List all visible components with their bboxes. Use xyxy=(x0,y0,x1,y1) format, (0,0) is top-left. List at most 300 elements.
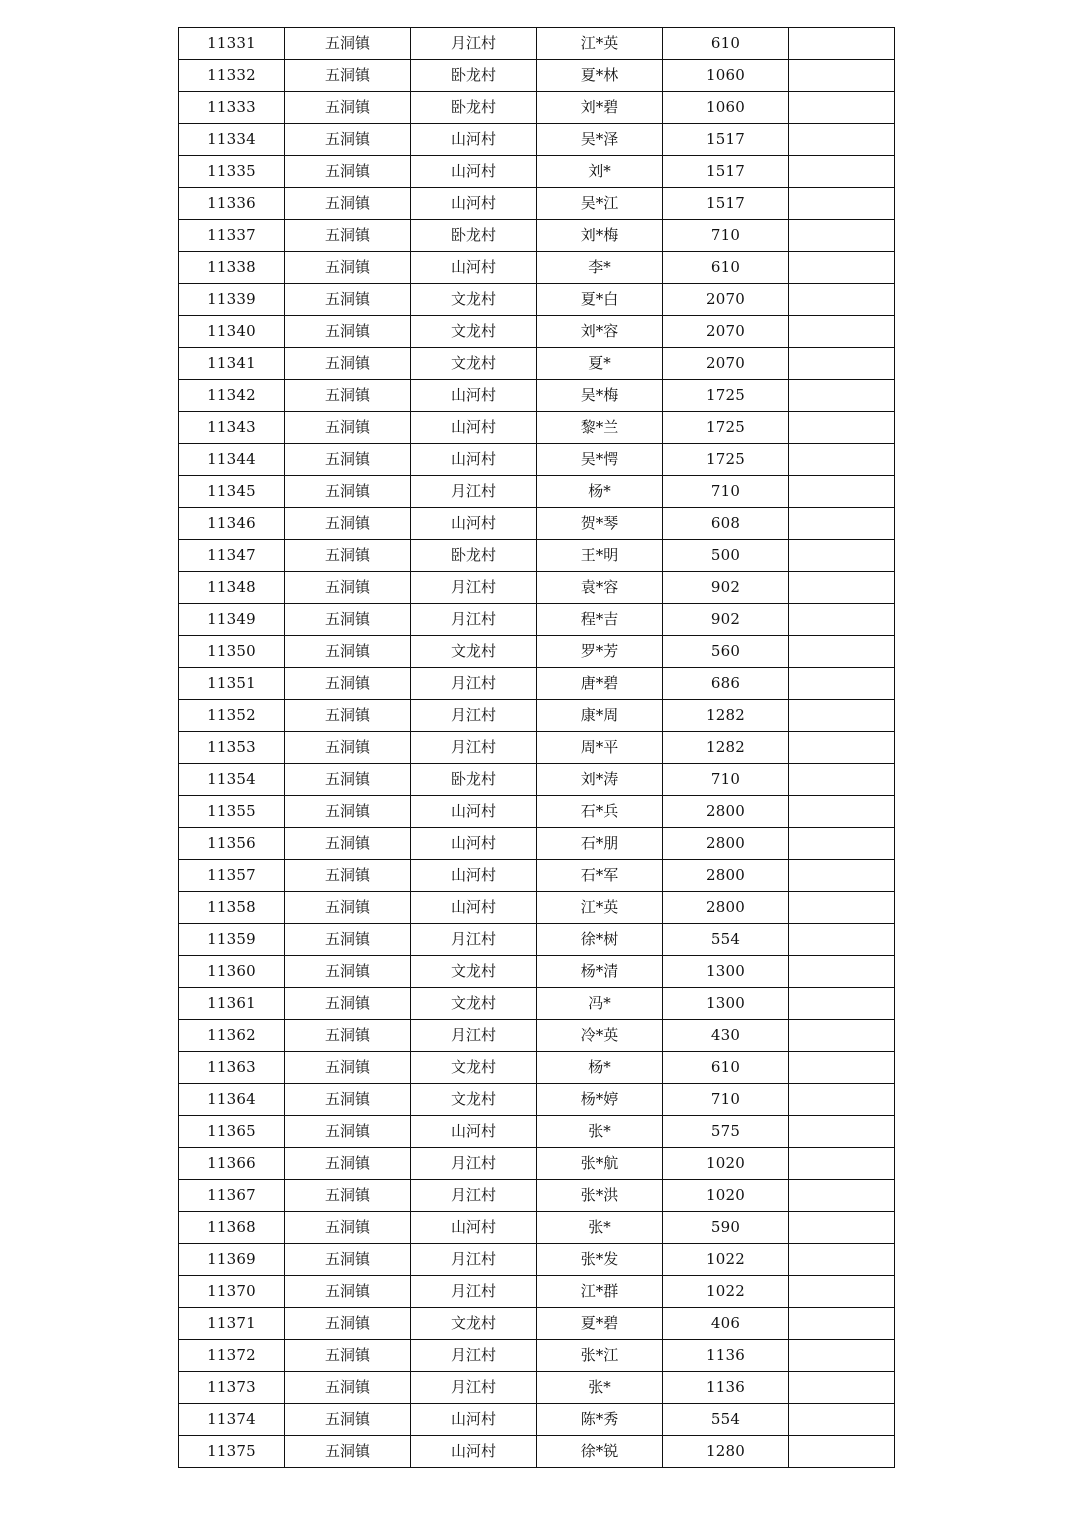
row-id-cell: 11365 xyxy=(179,1116,285,1148)
name-cell: 王*明 xyxy=(537,540,663,572)
row-id-cell: 11334 xyxy=(179,124,285,156)
table-row xyxy=(179,1436,895,1468)
name-cell: 刘*梅 xyxy=(537,220,663,252)
name-cell: 刘* xyxy=(537,156,663,188)
note-cell xyxy=(789,1308,895,1340)
table-row xyxy=(179,988,895,1020)
amount-cell: 902 xyxy=(663,604,789,636)
town-cell: 五洞镇 xyxy=(285,1116,411,1148)
amount-cell: 1300 xyxy=(663,956,789,988)
note-cell xyxy=(789,1212,895,1244)
table-row xyxy=(179,892,895,924)
note-cell xyxy=(789,380,895,412)
row-id-cell: 11366 xyxy=(179,1148,285,1180)
town-cell: 五洞镇 xyxy=(285,316,411,348)
name-cell: 吴*泽 xyxy=(537,124,663,156)
town-cell: 五洞镇 xyxy=(285,668,411,700)
village-cell: 山河村 xyxy=(411,1404,537,1436)
name-cell: 杨*清 xyxy=(537,956,663,988)
town-cell: 五洞镇 xyxy=(285,1084,411,1116)
name-cell: 周*平 xyxy=(537,732,663,764)
town-cell: 五洞镇 xyxy=(285,508,411,540)
name-cell: 张*航 xyxy=(537,1148,663,1180)
row-id-cell: 11367 xyxy=(179,1180,285,1212)
row-id-cell: 11375 xyxy=(179,1436,285,1468)
village-cell: 月江村 xyxy=(411,1276,537,1308)
table-row xyxy=(179,92,895,124)
amount-cell: 1282 xyxy=(663,700,789,732)
amount-cell: 500 xyxy=(663,540,789,572)
table-row xyxy=(179,956,895,988)
town-cell: 五洞镇 xyxy=(285,284,411,316)
table-row xyxy=(179,1244,895,1276)
table-row xyxy=(179,220,895,252)
town-cell: 五洞镇 xyxy=(285,1372,411,1404)
amount-cell: 2800 xyxy=(663,860,789,892)
village-cell: 卧龙村 xyxy=(411,764,537,796)
table-row xyxy=(179,60,895,92)
name-cell: 吴*江 xyxy=(537,188,663,220)
row-id-cell: 11352 xyxy=(179,700,285,732)
town-cell: 五洞镇 xyxy=(285,1436,411,1468)
amount-cell: 1517 xyxy=(663,156,789,188)
note-cell xyxy=(789,956,895,988)
village-cell: 山河村 xyxy=(411,444,537,476)
table-row xyxy=(179,1372,895,1404)
amount-cell: 902 xyxy=(663,572,789,604)
village-cell: 月江村 xyxy=(411,924,537,956)
village-cell: 卧龙村 xyxy=(411,540,537,572)
name-cell: 张*发 xyxy=(537,1244,663,1276)
name-cell: 刘*涛 xyxy=(537,764,663,796)
table-row xyxy=(179,188,895,220)
village-cell: 山河村 xyxy=(411,412,537,444)
table-row xyxy=(179,796,895,828)
note-cell xyxy=(789,28,895,60)
town-cell: 五洞镇 xyxy=(285,252,411,284)
village-cell: 月江村 xyxy=(411,28,537,60)
town-cell: 五洞镇 xyxy=(285,572,411,604)
row-id-cell: 11371 xyxy=(179,1308,285,1340)
note-cell xyxy=(789,732,895,764)
village-cell: 卧龙村 xyxy=(411,60,537,92)
amount-cell: 686 xyxy=(663,668,789,700)
note-cell xyxy=(789,828,895,860)
town-cell: 五洞镇 xyxy=(285,444,411,476)
row-id-cell: 11340 xyxy=(179,316,285,348)
table-row xyxy=(179,764,895,796)
row-id-cell: 11354 xyxy=(179,764,285,796)
note-cell xyxy=(789,1436,895,1468)
village-cell: 文龙村 xyxy=(411,636,537,668)
town-cell: 五洞镇 xyxy=(285,1404,411,1436)
village-cell: 山河村 xyxy=(411,1212,537,1244)
amount-cell: 2070 xyxy=(663,284,789,316)
town-cell: 五洞镇 xyxy=(285,604,411,636)
name-cell: 江*群 xyxy=(537,1276,663,1308)
name-cell: 夏* xyxy=(537,348,663,380)
town-cell: 五洞镇 xyxy=(285,636,411,668)
note-cell xyxy=(789,764,895,796)
village-cell: 月江村 xyxy=(411,1244,537,1276)
amount-cell: 590 xyxy=(663,1212,789,1244)
name-cell: 杨*婷 xyxy=(537,1084,663,1116)
amount-cell: 1022 xyxy=(663,1276,789,1308)
table-row xyxy=(179,1340,895,1372)
amount-cell: 710 xyxy=(663,476,789,508)
table-row xyxy=(179,380,895,412)
note-cell xyxy=(789,252,895,284)
village-cell: 文龙村 xyxy=(411,1308,537,1340)
table-row xyxy=(179,412,895,444)
town-cell: 五洞镇 xyxy=(285,60,411,92)
amount-cell: 1060 xyxy=(663,60,789,92)
village-cell: 文龙村 xyxy=(411,1084,537,1116)
table-row xyxy=(179,604,895,636)
note-cell xyxy=(789,60,895,92)
table-row xyxy=(179,348,895,380)
village-cell: 文龙村 xyxy=(411,1052,537,1084)
town-cell: 五洞镇 xyxy=(285,28,411,60)
note-cell xyxy=(789,796,895,828)
amount-cell: 1282 xyxy=(663,732,789,764)
name-cell: 罗*芳 xyxy=(537,636,663,668)
table-row xyxy=(179,668,895,700)
amount-cell: 2800 xyxy=(663,796,789,828)
name-cell: 夏*林 xyxy=(537,60,663,92)
amount-cell: 1136 xyxy=(663,1372,789,1404)
town-cell: 五洞镇 xyxy=(285,220,411,252)
village-cell: 山河村 xyxy=(411,156,537,188)
town-cell: 五洞镇 xyxy=(285,1308,411,1340)
village-cell: 月江村 xyxy=(411,1340,537,1372)
row-id-cell: 11332 xyxy=(179,60,285,92)
row-id-cell: 11347 xyxy=(179,540,285,572)
note-cell xyxy=(789,124,895,156)
village-cell: 山河村 xyxy=(411,892,537,924)
town-cell: 五洞镇 xyxy=(285,1180,411,1212)
amount-cell: 1280 xyxy=(663,1436,789,1468)
note-cell xyxy=(789,1148,895,1180)
town-cell: 五洞镇 xyxy=(285,956,411,988)
amount-cell: 430 xyxy=(663,1020,789,1052)
table-row xyxy=(179,1404,895,1436)
name-cell: 刘*容 xyxy=(537,316,663,348)
note-cell xyxy=(789,156,895,188)
town-cell: 五洞镇 xyxy=(285,412,411,444)
row-id-cell: 11357 xyxy=(179,860,285,892)
amount-cell: 554 xyxy=(663,1404,789,1436)
row-id-cell: 11343 xyxy=(179,412,285,444)
note-cell xyxy=(789,476,895,508)
note-cell xyxy=(789,1244,895,1276)
table-row xyxy=(179,700,895,732)
village-cell: 山河村 xyxy=(411,1436,537,1468)
village-cell: 月江村 xyxy=(411,1180,537,1212)
village-cell: 文龙村 xyxy=(411,956,537,988)
amount-cell: 610 xyxy=(663,28,789,60)
row-id-cell: 11342 xyxy=(179,380,285,412)
village-cell: 山河村 xyxy=(411,508,537,540)
row-id-cell: 11360 xyxy=(179,956,285,988)
note-cell xyxy=(789,1276,895,1308)
name-cell: 夏*碧 xyxy=(537,1308,663,1340)
village-cell: 山河村 xyxy=(411,1116,537,1148)
name-cell: 张*洪 xyxy=(537,1180,663,1212)
village-cell: 山河村 xyxy=(411,860,537,892)
table-row xyxy=(179,444,895,476)
town-cell: 五洞镇 xyxy=(285,988,411,1020)
name-cell: 杨* xyxy=(537,476,663,508)
table-body xyxy=(179,28,895,1468)
village-cell: 月江村 xyxy=(411,476,537,508)
note-cell xyxy=(789,188,895,220)
amount-cell: 710 xyxy=(663,220,789,252)
village-cell: 月江村 xyxy=(411,700,537,732)
town-cell: 五洞镇 xyxy=(285,860,411,892)
note-cell xyxy=(789,1404,895,1436)
amount-cell: 2800 xyxy=(663,828,789,860)
table-row xyxy=(179,508,895,540)
note-cell xyxy=(789,1340,895,1372)
name-cell: 江*英 xyxy=(537,28,663,60)
note-cell xyxy=(789,860,895,892)
name-cell: 康*周 xyxy=(537,700,663,732)
row-id-cell: 11356 xyxy=(179,828,285,860)
table-row xyxy=(179,1148,895,1180)
village-cell: 月江村 xyxy=(411,604,537,636)
row-id-cell: 11372 xyxy=(179,1340,285,1372)
town-cell: 五洞镇 xyxy=(285,124,411,156)
village-cell: 卧龙村 xyxy=(411,220,537,252)
village-cell: 山河村 xyxy=(411,124,537,156)
row-id-cell: 11355 xyxy=(179,796,285,828)
amount-cell: 610 xyxy=(663,252,789,284)
note-cell xyxy=(789,668,895,700)
row-id-cell: 11363 xyxy=(179,1052,285,1084)
name-cell: 贺*琴 xyxy=(537,508,663,540)
amount-cell: 1300 xyxy=(663,988,789,1020)
note-cell xyxy=(789,220,895,252)
row-id-cell: 11337 xyxy=(179,220,285,252)
name-cell: 冷*英 xyxy=(537,1020,663,1052)
name-cell: 徐*锐 xyxy=(537,1436,663,1468)
name-cell: 刘*碧 xyxy=(537,92,663,124)
note-cell xyxy=(789,924,895,956)
row-id-cell: 11373 xyxy=(179,1372,285,1404)
village-cell: 月江村 xyxy=(411,1020,537,1052)
amount-cell: 1060 xyxy=(663,92,789,124)
row-id-cell: 11339 xyxy=(179,284,285,316)
note-cell xyxy=(789,1372,895,1404)
village-cell: 山河村 xyxy=(411,380,537,412)
table-row xyxy=(179,252,895,284)
table-row xyxy=(179,476,895,508)
amount-cell: 560 xyxy=(663,636,789,668)
table-row xyxy=(179,860,895,892)
note-cell xyxy=(789,1116,895,1148)
table-row xyxy=(179,1116,895,1148)
town-cell: 五洞镇 xyxy=(285,828,411,860)
note-cell xyxy=(789,636,895,668)
row-id-cell: 11359 xyxy=(179,924,285,956)
row-id-cell: 11349 xyxy=(179,604,285,636)
village-cell: 文龙村 xyxy=(411,348,537,380)
town-cell: 五洞镇 xyxy=(285,380,411,412)
note-cell xyxy=(789,508,895,540)
village-cell: 文龙村 xyxy=(411,988,537,1020)
village-cell: 山河村 xyxy=(411,252,537,284)
row-id-cell: 11369 xyxy=(179,1244,285,1276)
row-id-cell: 11361 xyxy=(179,988,285,1020)
table-row xyxy=(179,828,895,860)
amount-cell: 1020 xyxy=(663,1148,789,1180)
note-cell xyxy=(789,892,895,924)
row-id-cell: 11338 xyxy=(179,252,285,284)
note-cell xyxy=(789,1084,895,1116)
town-cell: 五洞镇 xyxy=(285,732,411,764)
amount-cell: 1725 xyxy=(663,412,789,444)
table-row xyxy=(179,284,895,316)
row-id-cell: 11345 xyxy=(179,476,285,508)
village-cell: 月江村 xyxy=(411,572,537,604)
name-cell: 张* xyxy=(537,1212,663,1244)
amount-cell: 1725 xyxy=(663,444,789,476)
note-cell xyxy=(789,604,895,636)
table-row xyxy=(179,572,895,604)
note-cell xyxy=(789,444,895,476)
row-id-cell: 11370 xyxy=(179,1276,285,1308)
table-row xyxy=(179,1276,895,1308)
name-cell: 冯* xyxy=(537,988,663,1020)
name-cell: 黎*兰 xyxy=(537,412,663,444)
amount-cell: 406 xyxy=(663,1308,789,1340)
note-cell xyxy=(789,412,895,444)
village-cell: 山河村 xyxy=(411,828,537,860)
amount-cell: 2800 xyxy=(663,892,789,924)
name-cell: 吴*愕 xyxy=(537,444,663,476)
row-id-cell: 11364 xyxy=(179,1084,285,1116)
name-cell: 吴*梅 xyxy=(537,380,663,412)
note-cell xyxy=(789,572,895,604)
town-cell: 五洞镇 xyxy=(285,924,411,956)
note-cell xyxy=(789,92,895,124)
name-cell: 陈*秀 xyxy=(537,1404,663,1436)
name-cell: 徐*树 xyxy=(537,924,663,956)
table-row xyxy=(179,1212,895,1244)
note-cell xyxy=(789,700,895,732)
name-cell: 江*英 xyxy=(537,892,663,924)
village-cell: 月江村 xyxy=(411,1148,537,1180)
name-cell: 张*江 xyxy=(537,1340,663,1372)
table-row xyxy=(179,1308,895,1340)
amount-cell: 2070 xyxy=(663,348,789,380)
amount-cell: 575 xyxy=(663,1116,789,1148)
subsidy-table xyxy=(178,27,895,1468)
row-id-cell: 11368 xyxy=(179,1212,285,1244)
amount-cell: 2070 xyxy=(663,316,789,348)
row-id-cell: 11333 xyxy=(179,92,285,124)
amount-cell: 710 xyxy=(663,764,789,796)
note-cell xyxy=(789,540,895,572)
amount-cell: 608 xyxy=(663,508,789,540)
table-row xyxy=(179,316,895,348)
note-cell xyxy=(789,1180,895,1212)
row-id-cell: 11346 xyxy=(179,508,285,540)
village-cell: 月江村 xyxy=(411,732,537,764)
table-row xyxy=(179,1084,895,1116)
amount-cell: 610 xyxy=(663,1052,789,1084)
row-id-cell: 11351 xyxy=(179,668,285,700)
village-cell: 山河村 xyxy=(411,796,537,828)
note-cell xyxy=(789,348,895,380)
name-cell: 袁*容 xyxy=(537,572,663,604)
name-cell: 张* xyxy=(537,1116,663,1148)
note-cell xyxy=(789,1052,895,1084)
row-id-cell: 11341 xyxy=(179,348,285,380)
name-cell: 李* xyxy=(537,252,663,284)
town-cell: 五洞镇 xyxy=(285,1052,411,1084)
name-cell: 石*兵 xyxy=(537,796,663,828)
table-row xyxy=(179,1052,895,1084)
town-cell: 五洞镇 xyxy=(285,1340,411,1372)
name-cell: 石*军 xyxy=(537,860,663,892)
amount-cell: 554 xyxy=(663,924,789,956)
row-id-cell: 11331 xyxy=(179,28,285,60)
name-cell: 杨* xyxy=(537,1052,663,1084)
town-cell: 五洞镇 xyxy=(285,1212,411,1244)
row-id-cell: 11362 xyxy=(179,1020,285,1052)
village-cell: 文龙村 xyxy=(411,284,537,316)
row-id-cell: 11374 xyxy=(179,1404,285,1436)
table-row xyxy=(179,28,895,60)
row-id-cell: 11350 xyxy=(179,636,285,668)
town-cell: 五洞镇 xyxy=(285,1148,411,1180)
town-cell: 五洞镇 xyxy=(285,540,411,572)
row-id-cell: 11344 xyxy=(179,444,285,476)
table-row xyxy=(179,636,895,668)
town-cell: 五洞镇 xyxy=(285,92,411,124)
town-cell: 五洞镇 xyxy=(285,476,411,508)
town-cell: 五洞镇 xyxy=(285,1276,411,1308)
note-cell xyxy=(789,1020,895,1052)
note-cell xyxy=(789,316,895,348)
town-cell: 五洞镇 xyxy=(285,700,411,732)
village-cell: 山河村 xyxy=(411,188,537,220)
name-cell: 程*吉 xyxy=(537,604,663,636)
table-row xyxy=(179,124,895,156)
town-cell: 五洞镇 xyxy=(285,348,411,380)
amount-cell: 1022 xyxy=(663,1244,789,1276)
note-cell xyxy=(789,284,895,316)
amount-cell: 710 xyxy=(663,1084,789,1116)
name-cell: 夏*白 xyxy=(537,284,663,316)
table-row xyxy=(179,1180,895,1212)
town-cell: 五洞镇 xyxy=(285,892,411,924)
table-row xyxy=(179,924,895,956)
table-row xyxy=(179,540,895,572)
name-cell: 石*朋 xyxy=(537,828,663,860)
town-cell: 五洞镇 xyxy=(285,1020,411,1052)
amount-cell: 1725 xyxy=(663,380,789,412)
town-cell: 五洞镇 xyxy=(285,764,411,796)
row-id-cell: 11353 xyxy=(179,732,285,764)
row-id-cell: 11348 xyxy=(179,572,285,604)
town-cell: 五洞镇 xyxy=(285,156,411,188)
name-cell: 张* xyxy=(537,1372,663,1404)
amount-cell: 1136 xyxy=(663,1340,789,1372)
amount-cell: 1517 xyxy=(663,188,789,220)
